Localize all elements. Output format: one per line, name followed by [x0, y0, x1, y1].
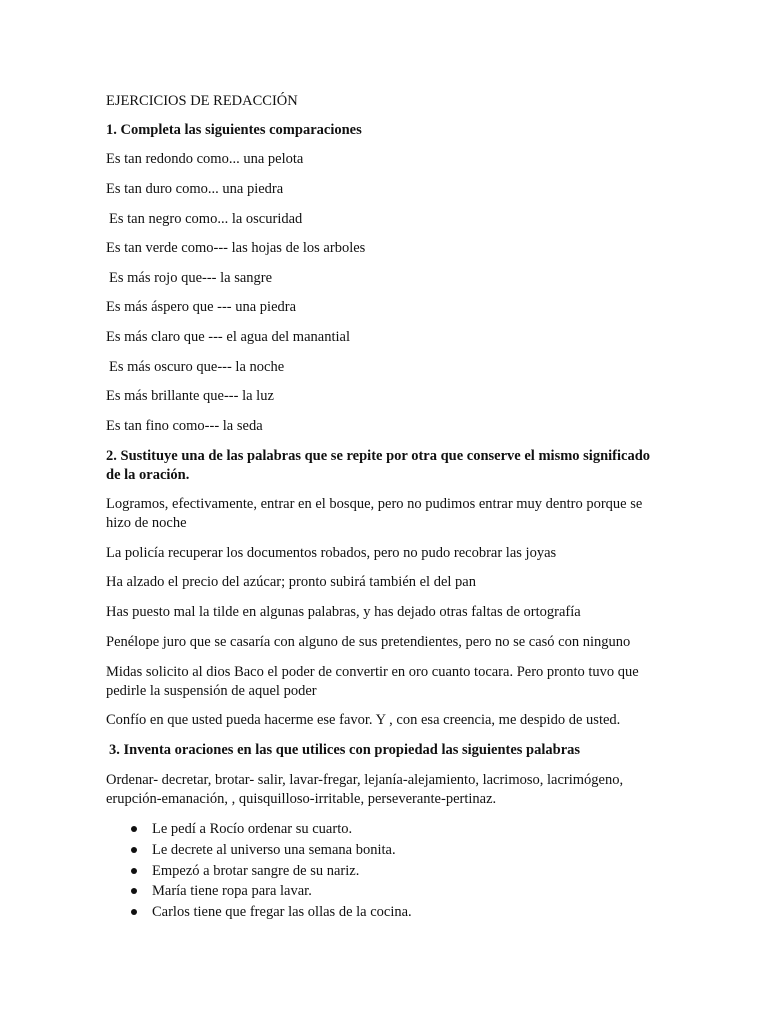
sentence-paragraph: Midas solicito al dios Baco el poder de convertir en oro cuanto tocara. Pero pronto tuvo que pedirle la suspensión de aquel poder [106, 664, 639, 699]
section-2-heading: 2. Sustituye una de las palabras que se repite por otra que conserve el mismo significado de la oración. [106, 448, 651, 483]
comparison-line: Es más oscuro que--- la noche [109, 359, 285, 375]
sentence-paragraph: La policía recuperar los documentos robados, pero no pudo recobrar las joyas [106, 545, 557, 561]
sentence-paragraph: Confío en que usted pueda hacerme ese favor. Y , con esa creencia, me despido de usted. [106, 712, 621, 728]
comparison-line: Es más brillante que--- la luz [106, 388, 274, 404]
comparison-line: Es más áspero que --- una piedra [106, 299, 297, 315]
comparison-line: Es tan fino como--- la seda [106, 418, 263, 434]
section-1-heading: 1. Completa las siguientes comparaciones [106, 122, 362, 138]
sentence-paragraph: Penélope juro que se casaría con alguno de sus pretendientes, pero no se casó con ninguno [106, 634, 631, 650]
example-sentences-list [106, 819, 412, 923]
comparison-line: Es tan verde como--- las hojas de los arboles [106, 240, 366, 256]
list-item-text: Le decrete al universo una semana bonita. [152, 841, 396, 858]
bullet-icon [131, 826, 137, 832]
section-3-heading: 3. Inventa oraciones en las que utilices con propiedad las siguientes palabras [109, 742, 581, 758]
comparison-line: Es más rojo que--- la sangre [109, 270, 273, 286]
comparison-line: Es tan negro como... la oscuridad [109, 211, 303, 227]
list-item-text: Carlos tiene que fregar las ollas de la cocina. [152, 904, 412, 921]
bullet-icon [131, 909, 137, 915]
comparison-line: Es tan redondo como... una pelota [106, 151, 304, 167]
bullet-icon [131, 888, 137, 894]
bullet-icon [131, 847, 137, 853]
comparison-line: Es más claro que --- el agua del manantial [106, 329, 350, 345]
bullet-icon [131, 868, 137, 874]
sentence-paragraph: Ha alzado el precio del azúcar; pronto subirá también el del pan [106, 574, 476, 590]
list-item [106, 819, 412, 840]
list-item-text: María tiene ropa para lavar. [152, 883, 312, 900]
list-item [106, 881, 412, 902]
list-item [106, 840, 412, 861]
list-item-text: Le pedí a Rocío ordenar su cuarto. [152, 821, 353, 837]
comparison-line: Es tan duro como... una piedra [106, 181, 284, 197]
word-pairs-paragraph: Ordenar- decretar, brotar- salir, lavar-fregar, lejanía-alejamiento, lacrimoso, lacrimógeno, erupción-emanación, , quisquilloso-irritable, perseverante-pertinaz. [106, 772, 624, 807]
list-item-text: Empezó a brotar sangre de su nariz. [152, 862, 360, 879]
list-item [106, 861, 412, 882]
document-title: EJERCICIOS DE REDACCIÓN [106, 93, 298, 109]
sentence-paragraph: Has puesto mal la tilde en algunas palabras, y has dejado otras faltas de ortografía [106, 604, 581, 620]
list-item [106, 902, 412, 923]
sentence-paragraph: Logramos, efectivamente, entrar en el bosque, pero no pudimos entrar muy dentro porque se hizo de noche [106, 496, 643, 531]
